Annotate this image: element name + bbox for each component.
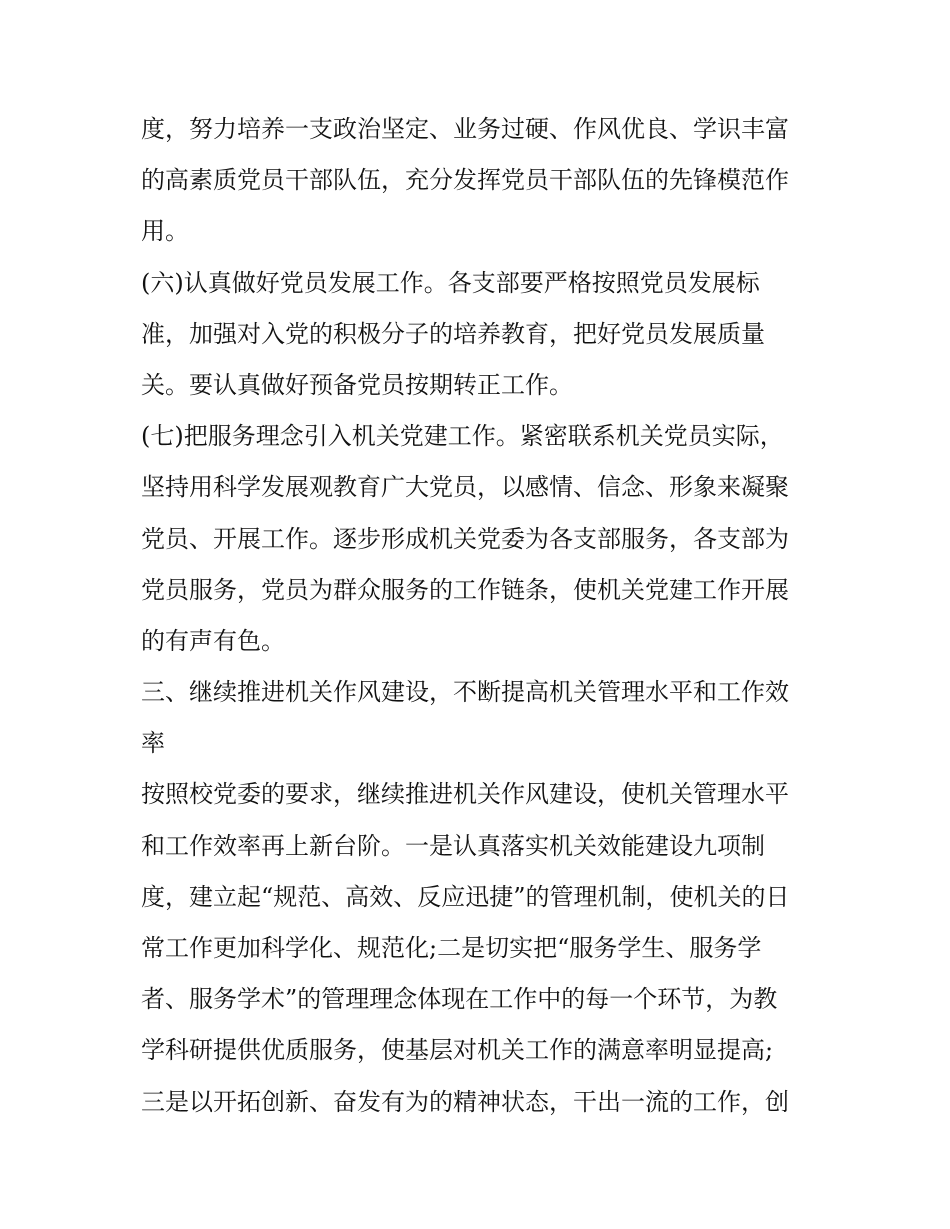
text-line: 用。 <box>141 217 189 246</box>
text-line: 者、服务学术”的管理理念体现在工作中的每一个环节，为教 <box>141 985 778 1014</box>
text-line: 三是以开拓创新、奋发有为的精神状态，干出一流的工作，创 <box>141 1087 789 1116</box>
text-line: 常工作更加科学化、规范化;二是切实把“服务学生、服务学 <box>141 934 762 962</box>
section-heading-3: 三、继续推进机关作风建设，不断提高机关管理水平和工作效 <box>141 678 789 707</box>
text-line: 党员、开展工作。逐步形成机关党委为各支部服务，各支部为 <box>141 524 789 553</box>
text-line: 准，加强对入党的积极分子的培养教育，把好党员发展质量 <box>141 319 765 348</box>
text-line: 率 <box>141 729 165 758</box>
text-line: 度，努力培养一支政治坚定、业务过硬、作风优良、学识丰富 <box>141 115 789 143</box>
text-line: 学科研提供优质服务，使基层对机关工作的满意率明显提高; <box>141 1036 774 1065</box>
text-line: 关。要认真做好预备党员按期转正工作。 <box>141 370 573 399</box>
document-body <box>141 104 821 1128</box>
section-heading-6: (六)认真做好党员发展工作。各支部要严格按照党员发展标 <box>141 268 760 297</box>
text-line: 党员服务，党员为群众服务的工作链条，使机关党建工作开展 <box>141 575 789 604</box>
text-line: 的高素质党员干部队伍，充分发挥党员干部队伍的先锋模范作 <box>141 166 789 195</box>
text-line: 度，建立起“规范、高效、反应迅捷”的管理机制，使机关的日 <box>141 882 790 911</box>
text-line: 和工作效率再上新台阶。一是认真落实机关效能建设九项制 <box>141 831 765 860</box>
text-line: 的有声有色。 <box>141 626 285 655</box>
text-line: 坚持用科学发展观教育广大党员，以感情、信念、形象来凝聚 <box>141 473 789 502</box>
text-line: 按照校党委的要求，继续推进机关作风建设，使机关管理水平 <box>141 780 789 809</box>
section-heading-7: (七)把服务理念引入机关党建工作。紧密联系机关党员实际， <box>141 422 784 451</box>
